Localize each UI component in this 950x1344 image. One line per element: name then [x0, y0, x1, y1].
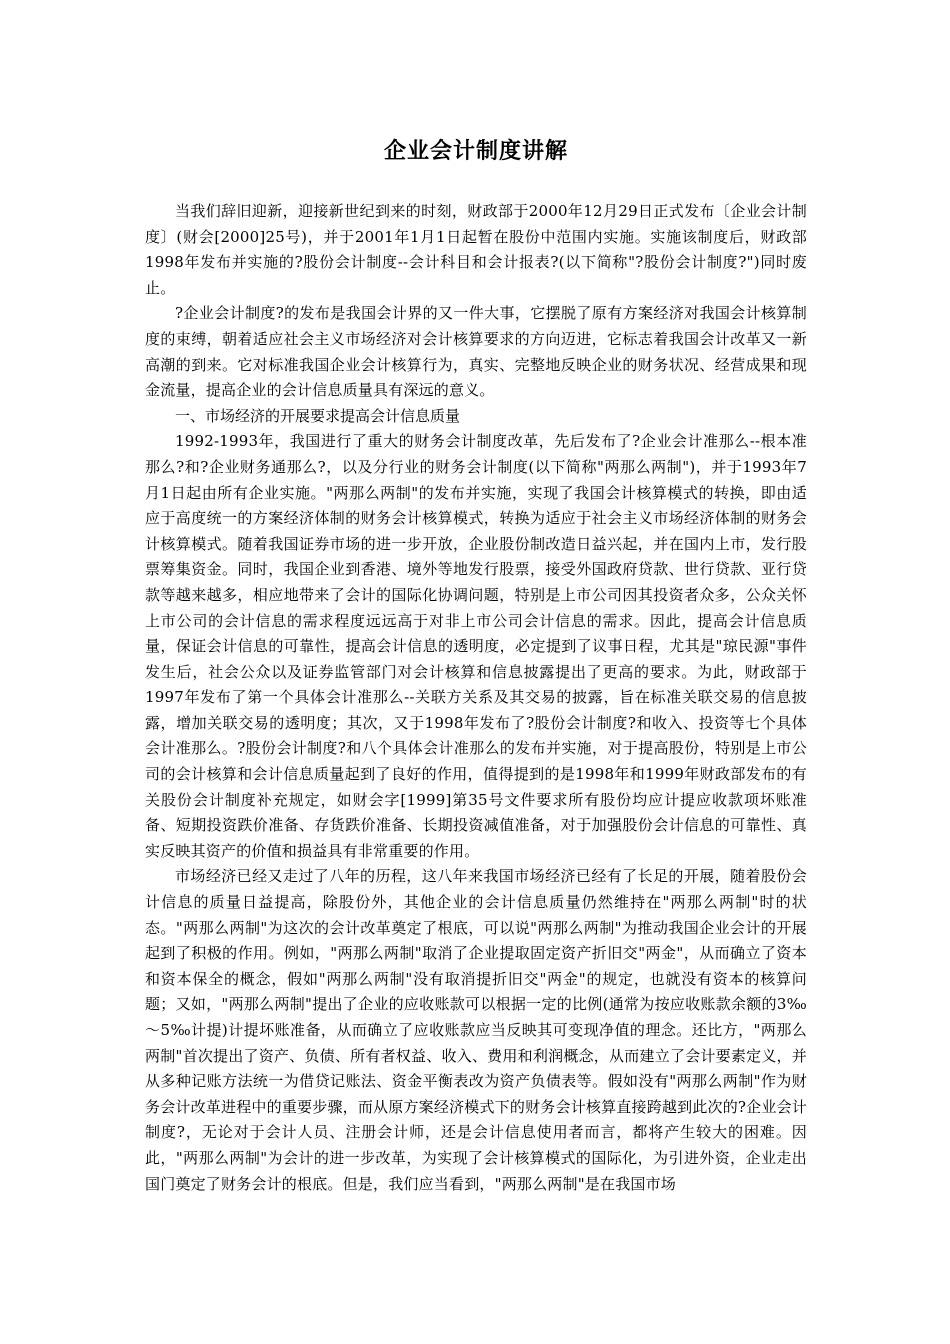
- section-paragraph-2: 市场经济已经又走过了八年的历程，这八年来我国市场经济已经有了长足的开展，随着股份会计信息的质量日益提高，除股份外，其他企业的会计信息质量仍然维持在"两那么两制"时的状态。"两那么两制"为这次的会计改革奠定了根底，可以说"两那么两制"为推动我国企业会计的开展起到了积极的作用。例如，"两那么两制"取消了企业提取固定资产折旧交"两金"，从而确立了资本和资本保全的概念，假如"两那么两制"没有取消提折旧交"两金"的规定，也就没有资本的核算问题；又如，"两那么两制"提出了企业的应收账款可以根据一定的比例(通常为按应收账款余额的3‰～5‰计提)计提坏账准备，从而确立了应收账款应当反映其可变现净值的理念。还比方，"两那么两制"首次提出了资产、负债、所有者权益、收入、费用和利润概念，从而建立了会计要素定义，并从多种记账方法统一为借贷记账法、资金平衡表改为资产负债表等。假如没有"两那么两制"作为财务会计改革进程中的重要步骤，而从原方案经济模式下的财务会计核算直接跨越到此次的?企业会计制度?，无论对于会计人员、注册会计师，还是会计信息使用者而言，都将产生较大的困难。因此，"两那么两制"为会计的进一步改革，为实现了会计核算模式的国际化，为引进外资，企业走出国门奠定了财务会计的根底。但是，我们应当看到，"两那么两制"是在我国市场: [145, 867, 807, 1193]
- intro-paragraph-1: 当我们辞旧迎新，迎接新世纪到来的时刻，财政部于2000年12月29日正式发布〔企业会计制度〕(财会[2000]25号)，并于2001年1月1日起暂在股份中范围内实施。实施该制度后，财政部1998年发布并实施的?股份会计制度--会计科目和会计报表?(以下简称"?股份会计制度?")同时废止。: [145, 202, 807, 297]
- document-body: [145, 199, 807, 1197]
- section-heading: 一、市场经济的开展要求提高会计信息质量: [175, 406, 461, 425]
- section-paragraph-1: 1992-1993年，我国进行了重大的财务会计制度改革，先后发布了?企业会计准那么--根本准那么?和?企业财务通那么?，以及分行业的财务会计制度(以下简称"两那么两制")，并于1993年7月1日起由所有企业实施。"两那么两制"的发布并实施，实现了我国会计核算模式的转换，即由适应于高度统一的方案经济体制的财务会计核算模式，转换为适应于社会主义市场经济体制的财务会计核算模式。随着我国证券市场的进一步开放，企业股份制改造日益兴起，并在国内上市，发行股票筹集资金。同时，我国企业到香港、境外等地发行股票，接受外国政府贷款、世行贷款、亚行贷款等越来越多，相应地带来了会计的国际化协调问题，特别是上市公司因其投资者众多，公众关怀上市公司的会计信息的需求程度远远高于对非上市公司会计信息的需求。因此，提高会计信息质量，保证会计信息的可靠性，提高会计信息的透明度，必定提到了议事日程，尤其是"琼民源"事件发生后，社会公众以及证券监管部门对会计核算和信息披露提出了更高的要求。为此，财政部于1997年发布了第一个具体会计准那么--关联方关系及其交易的披露，旨在标准关联交易的信息披露，增加关联交易的透明度；其次，又于1998年发布了?股份会计制度?和收入、投资等七个具体会计准那么。?股份会计制度?和八个具体会计准那么的发布并实施，对于提高股份，特别是上市公司的会计核算和会计信息质量起到了良好的作用，值得提到的是1998年和1999年财政部发布的有关股份会计制度补充规定，如财会字[1999]第35号文件要求所有股份均应计提应收款项坏账准备、短期投资跌价准备、存货跌价准备、长期投资减值准备，对于加强股份会计信息的可靠性、真实反映其资产的价值和损益具有非常重要的作用。: [145, 432, 807, 860]
- document-title: 企业会计制度讲解: [383, 139, 568, 164]
- intro-paragraph-2: ?企业会计制度?的发布是我国会计界的又一件大事，它摆脱了原有方案经济对我国会计核算制度的束缚，朝着适应社会主义市场经济对会计核算要求的方向迈进，它标志着我国会计改革又一新高潮的到来。它对标准我国企业会计核算行为，真实、完整地反映企业的财务状况、经营成果和现金流量，提高企业的会计信息质量具有深远的意义。: [145, 304, 807, 400]
- document-page: [145, 0, 807, 1344]
